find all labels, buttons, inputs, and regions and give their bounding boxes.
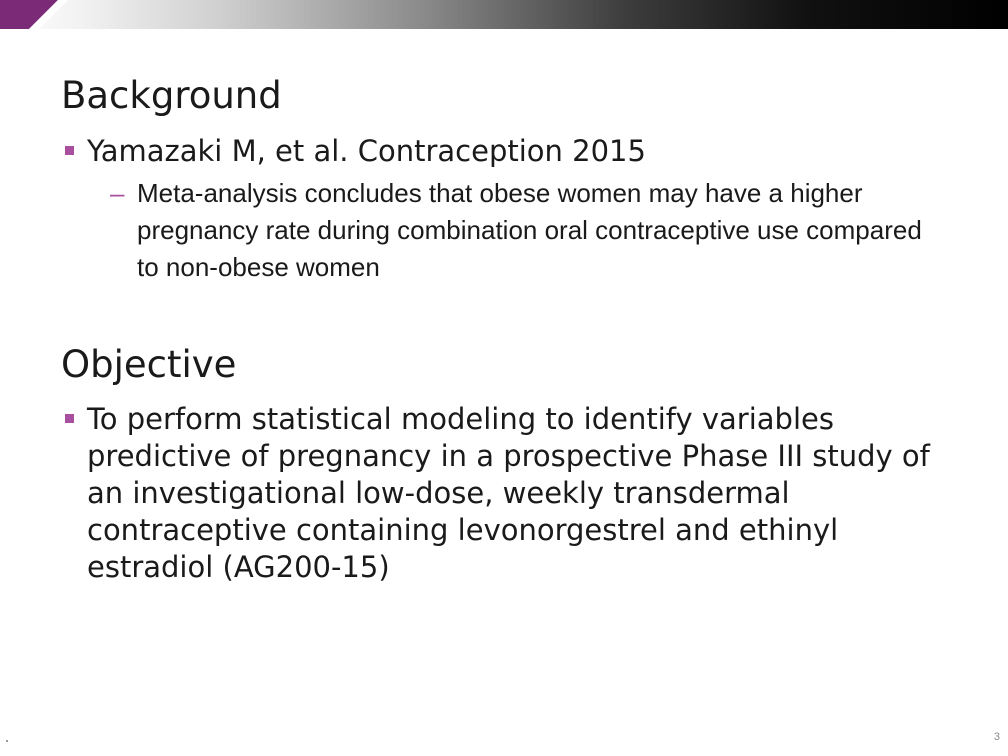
- background-sub-bullet: [110, 175, 927, 286]
- background-bullet-text: Yamazaki M, et al. Contraception 2015: [87, 134, 646, 168]
- objective-heading: Objective: [61, 343, 237, 386]
- background-heading: Background: [61, 74, 282, 117]
- corner-dot: [6, 740, 8, 742]
- top-banner: [0, 0, 1008, 29]
- square-bullet-icon: [65, 146, 74, 155]
- background-bullet: [87, 133, 967, 170]
- objective-bullet: [87, 401, 967, 586]
- background-sub-bullet-text: Meta-analysis concludes that obese women may have a higher pregnancy rate during combination oral contraceptive use compared to non-obese women: [137, 178, 922, 282]
- dash-bullet-icon: –: [110, 178, 125, 208]
- objective-bullet-text: To perform statistical modeling to identify variables predictive of pregnancy in a prospective Phase III study of an investigational low-dose, weekly transdermal contraceptive containing levonorgestrel and ethinyl estradiol (AG200-15): [87, 402, 930, 584]
- slide-number: 3: [993, 731, 1000, 743]
- square-bullet-icon: [65, 414, 74, 423]
